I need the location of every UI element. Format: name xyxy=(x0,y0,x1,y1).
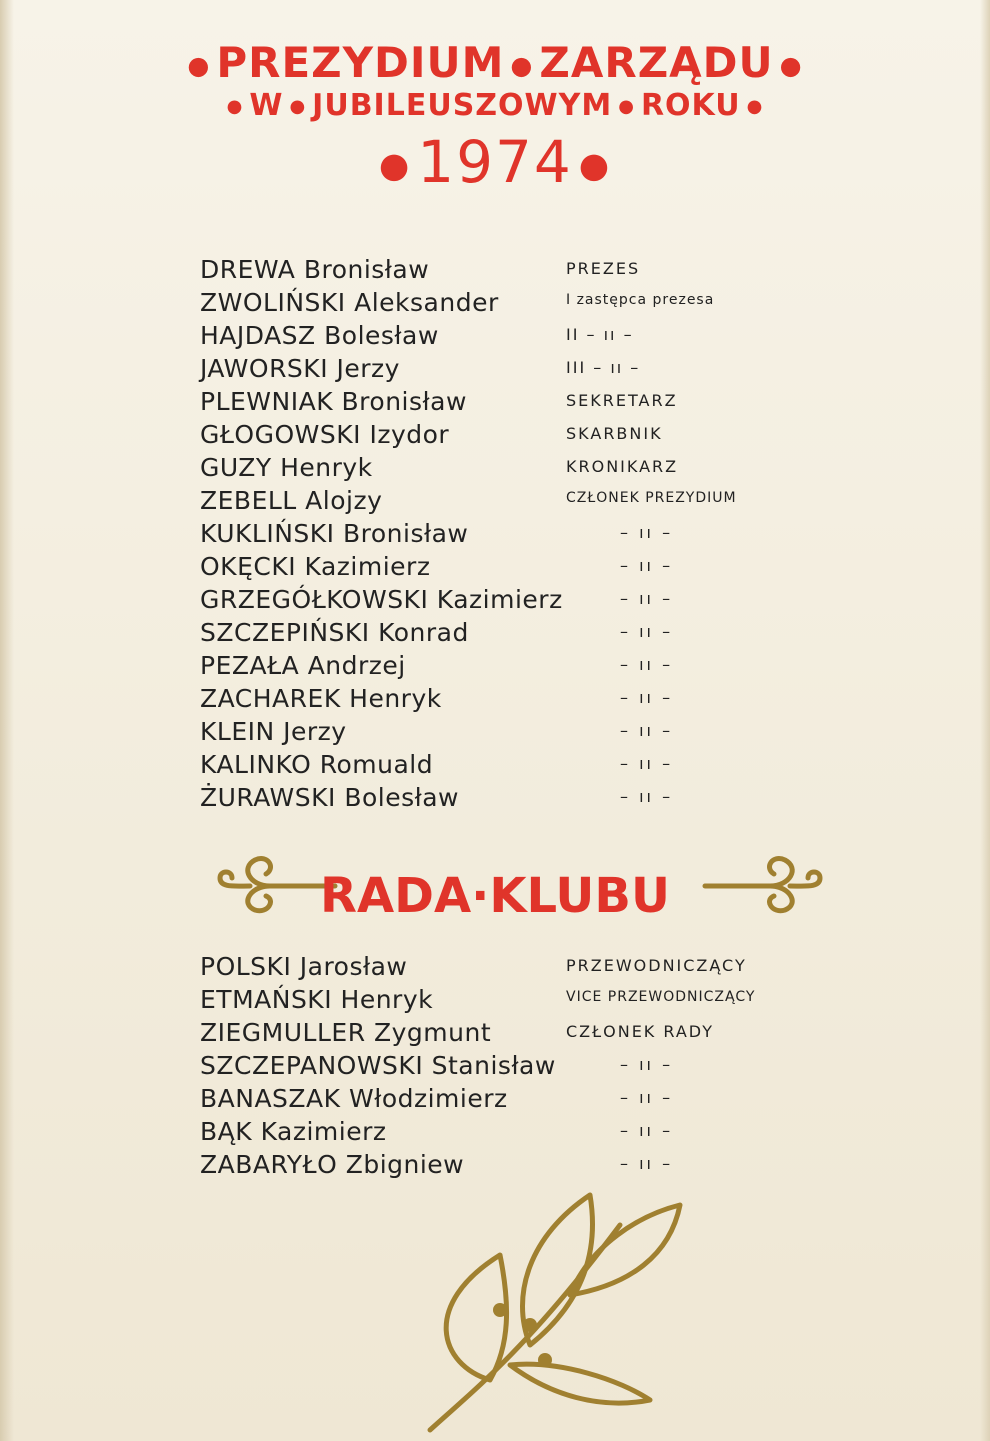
prezydium-row xyxy=(200,750,840,783)
prezydium-row xyxy=(200,651,840,684)
member-role: KRONIKARZ xyxy=(566,457,679,476)
rada-row xyxy=(200,1018,840,1051)
member-name: BĄK Kazimierz xyxy=(200,1117,387,1146)
prezydium-row xyxy=(200,552,840,585)
member-name: KALINKO Romuald xyxy=(200,750,434,779)
rada-row xyxy=(200,1150,840,1183)
member-role: I zastępca prezesa xyxy=(566,292,715,308)
prezydium-list xyxy=(200,255,840,816)
rada-row xyxy=(200,1051,840,1084)
member-role: PRZEWODNICZĄCY xyxy=(566,956,747,975)
member-name: KLEIN Jerzy xyxy=(200,717,347,746)
member-name: OKĘCKI Kazimierz xyxy=(200,552,431,581)
member-name: PEZAŁA Andrzej xyxy=(200,651,406,680)
laurel-branch-ornament xyxy=(420,1185,700,1435)
member-role: – ıı – xyxy=(620,1088,674,1107)
member-name: GRZEGÓŁKOWSKI Kazimierz xyxy=(200,585,563,614)
prezydium-row xyxy=(200,585,840,618)
member-name: KUKLIŃSKI Bronisław xyxy=(200,519,469,548)
title-word-w: W xyxy=(249,88,284,123)
member-role: – ıı – xyxy=(620,1154,674,1173)
prezydium-row xyxy=(200,288,840,321)
member-name: HAJDASZ Bolesław xyxy=(200,321,439,350)
prezydium-row xyxy=(200,519,840,552)
prezydium-row xyxy=(200,420,840,453)
prezydium-row xyxy=(200,453,840,486)
rada-klubu-title: RADA·KLUBU xyxy=(320,868,670,924)
page-edge-right xyxy=(980,0,990,1441)
member-name: GUZY Henryk xyxy=(200,453,373,482)
title-word-jubileuszowym: JUBILEUSZOWYM xyxy=(312,88,613,123)
prezydium-row xyxy=(200,717,840,750)
member-role: – ıı – xyxy=(620,1121,674,1140)
member-name: DREWA Bronisław xyxy=(200,255,430,284)
member-name: ZIEGMULLER Zygmunt xyxy=(200,1018,492,1047)
title-word-zarzadu: ZARZĄDU xyxy=(539,38,774,87)
prezydium-row xyxy=(200,684,840,717)
member-role: – ıı – xyxy=(620,523,674,542)
member-role: – ıı – xyxy=(620,754,674,773)
member-role: SEKRETARZ xyxy=(566,391,678,410)
member-name: ZWOLIŃSKI Aleksander xyxy=(200,288,499,317)
member-name: JAWORSKI Jerzy xyxy=(200,354,400,383)
member-name: ŻURAWSKI Bolesław xyxy=(200,783,459,812)
rada-list xyxy=(200,952,840,1183)
member-role: II – ıı – xyxy=(566,325,634,344)
member-role: PREZES xyxy=(566,259,641,278)
rada-row xyxy=(200,985,840,1018)
member-role: – ıı – xyxy=(620,589,674,608)
prezydium-row xyxy=(200,783,840,816)
member-name: SZCZEPIŃSKI Konrad xyxy=(200,618,469,647)
title-line-1: ● PREZYDIUM ● ZARZĄDU ● xyxy=(187,38,803,87)
prezydium-row xyxy=(200,486,840,519)
member-role: – ıı – xyxy=(620,622,674,641)
prezydium-row xyxy=(200,387,840,420)
member-name: BANASZAK Włodzimierz xyxy=(200,1084,508,1113)
rada-row xyxy=(200,1117,840,1150)
member-name: ZACHAREK Henryk xyxy=(200,684,442,713)
prezydium-row xyxy=(200,255,840,288)
member-name: POLSKI Jarosław xyxy=(200,952,408,981)
title-year-line: ● 1974 ● xyxy=(378,128,612,196)
member-name: GŁOGOWSKI Izydor xyxy=(200,420,450,449)
member-name: ZABARYŁO Zbigniew xyxy=(200,1150,465,1179)
member-role: VICE PRZEWODNICZĄCY xyxy=(566,989,756,1005)
member-role: CZŁONEK RADY xyxy=(566,1022,715,1041)
title-line-2: ● W ● JUBILEUSZOWYM ● ROKU ● xyxy=(226,88,764,123)
member-role: – ıı – xyxy=(620,721,674,740)
member-role: III – ıı – xyxy=(566,358,641,377)
title-word-roku: ROKU xyxy=(640,88,741,123)
member-name: ZEBELL Alojzy xyxy=(200,486,383,515)
rada-row xyxy=(200,952,840,985)
prezydium-row xyxy=(200,321,840,354)
member-role: – ıı – xyxy=(620,688,674,707)
member-name: SZCZEPANOWSKI Stanisław xyxy=(200,1051,556,1080)
prezydium-row xyxy=(200,618,840,651)
member-role: – ıı – xyxy=(620,655,674,674)
member-role: – ıı – xyxy=(620,787,674,806)
member-role: – ıı – xyxy=(620,556,674,575)
title-year: 1974 xyxy=(417,128,573,196)
rada-row xyxy=(200,1084,840,1117)
title-word-prezydium: PREZYDIUM xyxy=(216,38,505,87)
member-name: PLEWNIAK Bronisław xyxy=(200,387,467,416)
member-role: CZŁONEK PREZYDIUM xyxy=(566,490,737,506)
member-role: – ıı – xyxy=(620,1055,674,1074)
member-role: SKARBNIK xyxy=(566,424,663,443)
prezydium-row xyxy=(200,354,840,387)
member-name: ETMAŃSKI Henryk xyxy=(200,985,434,1014)
page-edge-left xyxy=(0,0,14,1441)
